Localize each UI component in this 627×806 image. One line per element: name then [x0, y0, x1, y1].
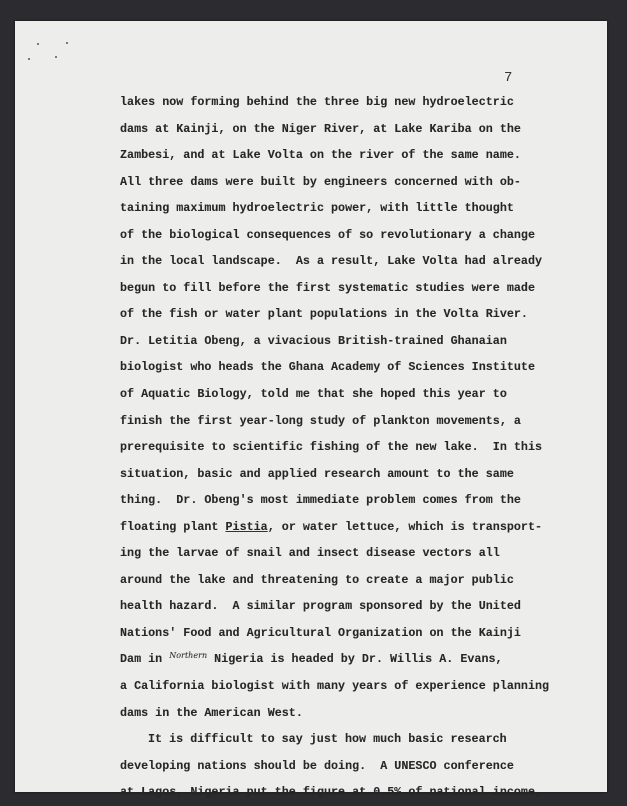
paragraph-first-line: It is difficult to say just how much basic research	[148, 732, 507, 747]
text-line: dams at Kainji, on the Niger River, at Lake Kariba on the	[120, 121, 521, 136]
text-segment: Nigeria is headed by Dr. Willis A. Evans,	[207, 652, 503, 667]
text-segment: , or water lettuce, which is transport-	[267, 519, 543, 534]
text-line: biologist who heads the Ghana Academy of Sciences Institute	[120, 360, 535, 375]
text-line: lakes now forming behind the three big new hydroelectric	[120, 95, 514, 109]
text-line: developing nations should be doing. A UNESCO conference	[120, 758, 514, 773]
page-number: 7	[504, 70, 513, 86]
text-line: Nations' Food and Agricultural Organization on the Kainji	[120, 625, 521, 640]
text-line: of the fish or water plant populations in the Volta River.	[120, 307, 528, 322]
text-line: in the local landscape. As a result, Lake Volta had already	[120, 254, 543, 269]
text-line: thing. Dr. Obeng's most immediate problem comes from the	[120, 493, 521, 508]
text-segment: Dam in	[120, 652, 170, 667]
text-line: of Aquatic Biology, told me that she hoped this year to	[120, 387, 507, 402]
underlined-word: Pistia	[225, 519, 268, 534]
text-line: taining maximum hydroelectric power, with little thought	[120, 201, 514, 216]
text-segment: floating plant	[120, 519, 226, 534]
speck	[66, 42, 68, 44]
text-line: ing the larvae of snail and insect disease vectors all	[120, 546, 500, 561]
text-line: at Lagos, Nigeria put the figure at 0.5% of national income,	[120, 785, 543, 800]
handwritten-insertion: Northern	[169, 651, 208, 661]
body-text	[120, 89, 549, 806]
text-line: finish the first year-long study of plankton movements, a	[120, 413, 521, 428]
text-line: Dr. Letitia Obeng, a vivacious British-trained Ghanaian	[120, 333, 507, 348]
text-line-pistia	[120, 514, 549, 541]
text-line-dam	[120, 646, 549, 673]
text-line: of the biological consequences of so revolutionary a change	[120, 227, 535, 242]
text-line: prerequisite to scientific fishing of the new lake. In this	[120, 440, 543, 455]
document-page	[15, 21, 607, 800]
speck	[55, 56, 57, 58]
text-line: health hazard. A similar program sponsored by the United	[120, 599, 521, 614]
text-line: begun to fill before the first systematic studies were made	[120, 280, 535, 295]
text-line: around the lake and threatening to create a major public	[120, 572, 514, 587]
text-line: Zambesi, and at Lake Volta on the river of the same name.	[120, 148, 521, 163]
text-line: dams in the American West.	[120, 705, 303, 720]
speck	[37, 43, 39, 45]
text-line: All three dams were built by engineers concerned with ob-	[120, 174, 521, 189]
speck	[28, 58, 30, 60]
text-line: a California biologist with many years of experience planning	[120, 679, 550, 694]
text-line: situation, basic and applied research amount to the same	[120, 466, 514, 481]
